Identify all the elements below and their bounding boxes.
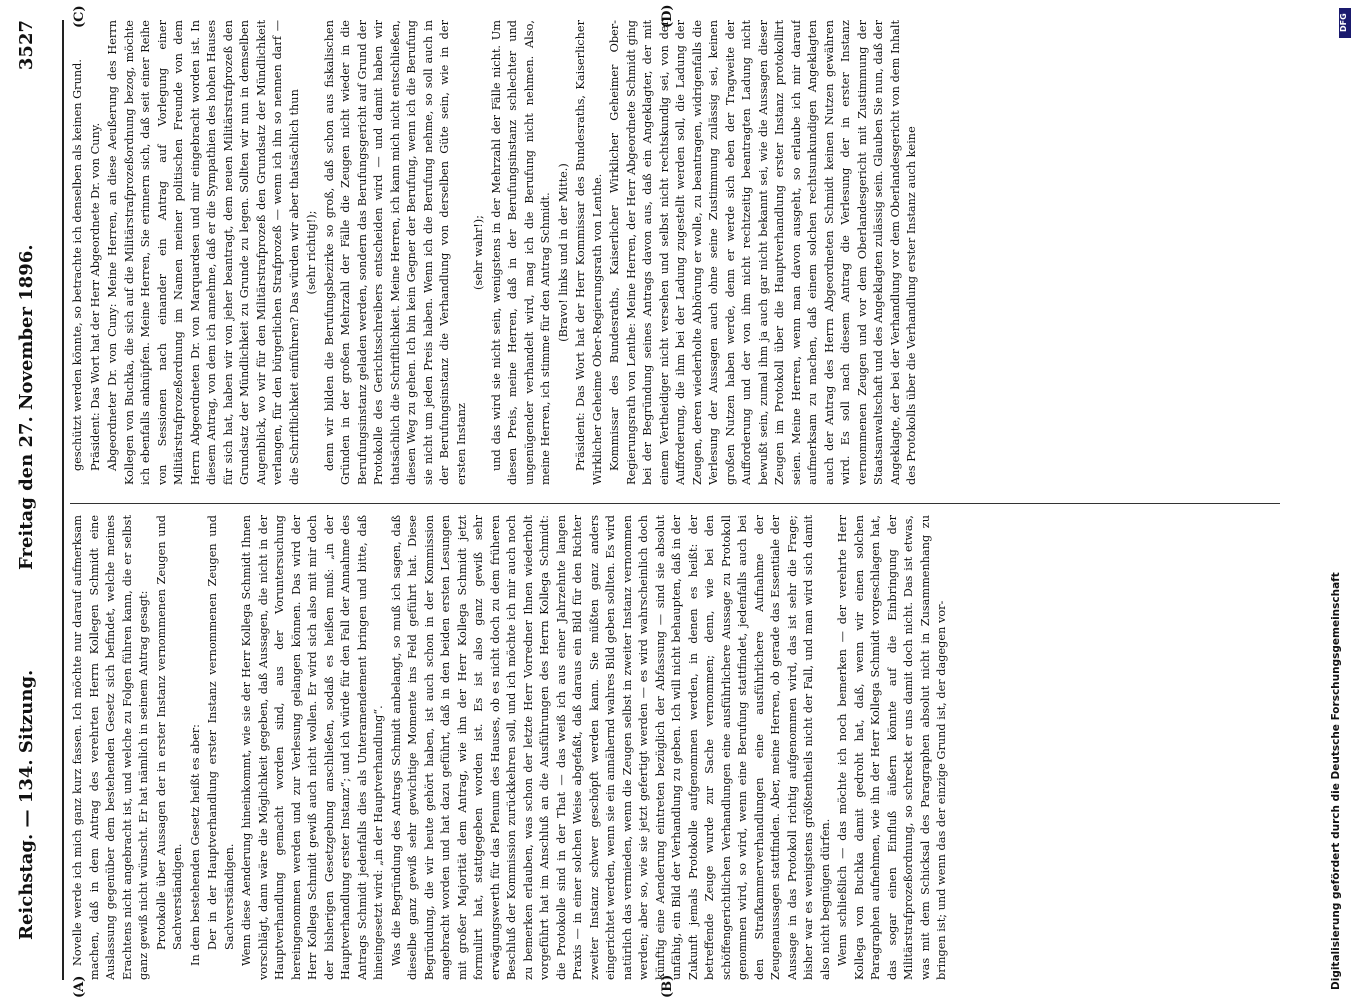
paragraph: Novelle werde ich mich ganz kurz fassen. Ich möchte nur darauf aufmerksam machen, daß in dem Antrag des verehrten Herrn Kollegen Schmidt eine Auslassung gegenüber dem bestehenden Gesetz sich befindet, welche meines Erachtens nicht angebracht ist, und welche zu Folgen führen kann, die er selbst ganz gewiß nicht wünscht. Er hat nämlich in seinem Antrag gesagt: (71, 515, 150, 980)
paragraph: Wenn diese Aenderung hineinkommt, wie sie der Herr Kollega Schmidt Ihnen vorschlägt, dann wäre die Möglichkeit gegeben, daß Aussagen, die nicht in der Hauptverhandlung gemacht worden sind, aus der Voruntersuchung hereingenommen werden und zur Verlesung gelangen können. Das wird der Herr Kollega Schmidt gewiß auch nicht wollen. Er wird sich also mit mir doch der bisherigen Gesetzgebung anschließen, sodaß es heißen muß: „in der Hauptverhandlung erster Instanz“; und ich würde für den Fall der Annahme des Antrags Schmidt jedenfalls dies als Unteramendement bringen und bitte, daß hineingesetzt wird: „in der Hauptverhandlung“. (240, 515, 385, 980)
paragraph: Kommissar des Bundesraths, Kaiserlicher Wirklicher Geheimer Ober-Regierungsrath von Lenthe: Meine Herren, der Herr Abgeordnete Schmidt ging bei der Begründung seines Antrags davon aus, daß ein Angeklagter, der mit einem Vertheidiger nicht versehen und selbst nicht rechtskundig sei, von der Aufforderung, die ihm bei der Ladung zugestellt werden soll, die Ladung der Zeugen, deren wiederholte Abhörung er wolle, zu beantragen, widrigenfalls die Verlesung der Aussagen auch ohne seine Zustimmung zulässig sei, keinen großen Nutzen haben werde, denn er werde sich eben der Tragweite der Aufforderung und der von ihm nicht rechtzeitig beantragten Ladung nicht bewußt sein, zumal ihm ja auch gar nicht bekannt sei, wie die Aussagen dieser Zeugen im Protokoll über die Hauptverhandlung erster Instanz protokollirt seien. Meine Herren, wenn man davon ausgeht, so erlaube ich mir darauf aufmerksam zu machen, daß einem solchen rechtsunkundigen Angeklagten auch der Antrag des Herrn Abgeordneten Schmidt keinen Nutzen gewähren wird. Es soll nach diesem Antrag die Verlesung der in erster Instanz vernommenen Zeugen und vor dem Oberlandesgericht mit Zustimmung der Staatsanwaltschaft und des Angeklagten zulässig sein. Glauben Sie nun, daß der Angeklagte, der bei der Verhandlung vor dem Oberlandesgericht von dem Inhalt des Protokolls über die Verhandlung erster Instanz auch keine (608, 20, 918, 485)
digitization-sidebar (1320, 0, 1352, 1000)
left-column (70, 515, 1290, 980)
marker-a: (A) (72, 975, 87, 998)
paragraph: Präsident: Das Wort hat der Herr Abgeordnete Dr. von Cuny. (88, 122, 102, 471)
paragraph: Präsident: Das Wort hat der Herr Kommissar des Bundesraths, Kaiserlicher Wirklicher Geheime Ober-Regierungsrath von Lenthe. (574, 20, 604, 485)
dfg-credit-text: Digitalisierung gefördert durch die Deutsche Forschungsgemeinschaft (1330, 572, 1342, 990)
marker-d: (D) (660, 4, 675, 28)
interjection: (Bravo! links und in der Mitte.) (556, 163, 570, 342)
paragraph: In dem bestehenden Gesetz heißt es aber: (188, 724, 202, 966)
right-column (70, 20, 1290, 485)
header-rule (62, 20, 64, 980)
paragraph: Der in der Hauptverhandlung erster Instanz vernommenen Zeugen und Sachverständigen. (206, 515, 236, 950)
paragraph: Protokolle über Aussagen der in erster Instanz vernommenen Zeugen und Sachverständigen. (154, 515, 184, 950)
page-number: 3527 (16, 20, 37, 71)
marker-c: (C) (72, 5, 87, 28)
paragraph: denn wir bilden die Berufungsbezirke so groß, daß schon aus fiskalischen Gründen in der großen Mehrzahl der Fälle die Zeugen nicht wieder in die Berufungsinstanz geladen werden, sondern das Berufungsgericht auf Grund der Protokolle des Gerichtsschreibers entscheiden wird — und damit haben wir thatsächlich die Schriftlichkeit. Meine Herren, ich kann mich nicht entschließen, diesen Weg zu gehen. Ich bin kein Gegner der Berufung, wenn ich die Berufung sie nicht um jeden Preis haben. Wenn ich die Berufung nehme, so soll auch in der Berufungsinstanz die Verhandlung von derselben Güte sein, wie in der ersten Instanz (322, 20, 468, 485)
paragraph: Abgeordneter Dr. von Cuny: Meine Herren, an diese Aeußerung des Herrn Kollegen von Buchka, die sich auf die Militärstrafprozeßordnung bezog, möchte ich ebenfalls anknüpfen. Meine Herren, Sie erinnern sich, daß seit einer Reihe von Sessionen nach einander ein Antrag auf Vorlegung einer Militärstrafprozeßordnung im Namen meiner politischen Freunde von dem Herrn Abgeordneten Dr. von Marquardsen und mir eingebracht worden ist. In diesem Antrag, von dem ich annehme, daß er die Sympathien des hohen Hauses für sich hat, haben wir von jeher beantragt, dem neuen Militärstrafprozeß den Grundsatz der Mündlichkeit zu Grunde zu legen. Sollten wir nun in demselben Augenblick, wo wir für den Militärstrafprozeß den Grundsatz der Mündlichkeit verlangen, für den bürgerlichen Strafprozeß — wenn ich ihn so nennen darf — die Schriftlichkeit einführen? Das würden wir aber thatsächlich thun (106, 20, 301, 485)
header-left: Reichstag. — 134. Sitzung. (16, 669, 37, 940)
interjection: (sehr wahr!); (472, 215, 485, 290)
page-header (10, 20, 50, 980)
paragraph: geschützt werden könnte, so betrachte ich denselben als keinen Grund. (71, 59, 84, 471)
paragraph: Was die Begründung des Antrags Schmidt anbelangt, so muß ich sagen, daß dieselbe ganz gewiß sehr gewichtige Momente ins Feld geführt hat. Diese Begründung, die wir heute gehört haben, ist auch schon in der Kommission angebracht worden und hat dazu geführt, daß in den beiden ersten Lesungen mit großer Majorität dem Antrag, wie ihn der Herr Kollega Schmidt jetzt formulirt hat, stattgegeben worden ist. Es ist also ganz gewiß sehr erwägungswerth für das Plenum des Hauses, ob es nicht doch zu dem früheren Beschluß der Kommission zurückkehren soll, und ich möchte ich mir auch noch zu bemerken erlauben, was schon der letzte Herr Vorredner Ihnen wiederholt vorgeführt hat im Anschluß an die Ausführungen des Herrn Kollega Schmidt: die Protokolle sind in der That — das weiß ich aus einer Jahrzehnte langen Praxis — in einer solchen Weise abgefaßt, daß daraus ein Bild für den Richter zweiter Instanz schwer geschöpft werden kann. Sie müßten ganz anders eingerichtet werden, wenn sie ein annähernd wahres Bild geben sollten. Es wird natürlich das vermieden, wenn die Zeugen selbst in zweiter Instanz vernommen werden; aber so, wie sie jetzt gefertigt werden — es wird wahrscheinlich doch künftig eine Aenderung eintreten bezüglich der Abfassung — sind sie absolut unfähig, ein Bild der Verhandlung zu geben. Ich will nicht behaupten, daß in der Zukunft jemals Protokolle aufgenommen werden, in denen es heißt: der betreffende Zeuge wurde zur Sache vernommen; denn, wie bei den schöffengerichtlichen Verhandlungen eine ausführlichere Aussage zu Protokoll genommen wird, so wird, wenn eine Berufung stattfindet, jedenfalls auch bei den Strafkammerverhandlungen eine ausführlichere Aufnahme der Zeugenaussagen stattfinden. Aber, meine Herren, ob gerade das Essentiale der Aussage in das Protokoll richtig aufgenommen wird, das ist sehr die Frage; bisher war es wenigstens größtentheils nicht der Fall, und man wird sich damit also nicht begnügen dürfen. (389, 515, 832, 980)
paragraph: und das wird sie nicht sein, wenigstens in der Mehrzahl der Fälle nicht. Um diesen Preis, meine Herren, daß in der Berufungsinstanz schlechter und ungenügender verhandelt wird, mag ich die Berufung nicht nehmen. Also, meine Herren, ich stimme für den Antrag Schmidt. (489, 20, 552, 485)
column-divider (70, 503, 1280, 504)
header-date: Freitag den 27. November 1896. (16, 244, 37, 570)
interjection: (sehr richtig!); (305, 210, 318, 295)
dfg-logo: DFG (1339, 8, 1351, 38)
marker-b: (B) (660, 974, 675, 998)
paragraph: Wenn schließlich — das möchte ich noch bemerken — der verehrte Herr Kollega von Buchka damit gedroht hat, daß, wenn wir einen solchen Paragraphen aufnehmen, wie ihn der Herr Kollega Schmidt vorgeschlagen hat, das sogar einen Einfluß äußern könnte auf die Einbringung der Militärstrafprozeßordnung, so schreckt er uns damit doch nicht. Das ist etwas, was mit dem Schicksal des Paragraphen absolut nicht in Zusammenhang zu bringen ist; und wenn das der einzige Grund ist, der dagegen vor- (836, 515, 948, 980)
